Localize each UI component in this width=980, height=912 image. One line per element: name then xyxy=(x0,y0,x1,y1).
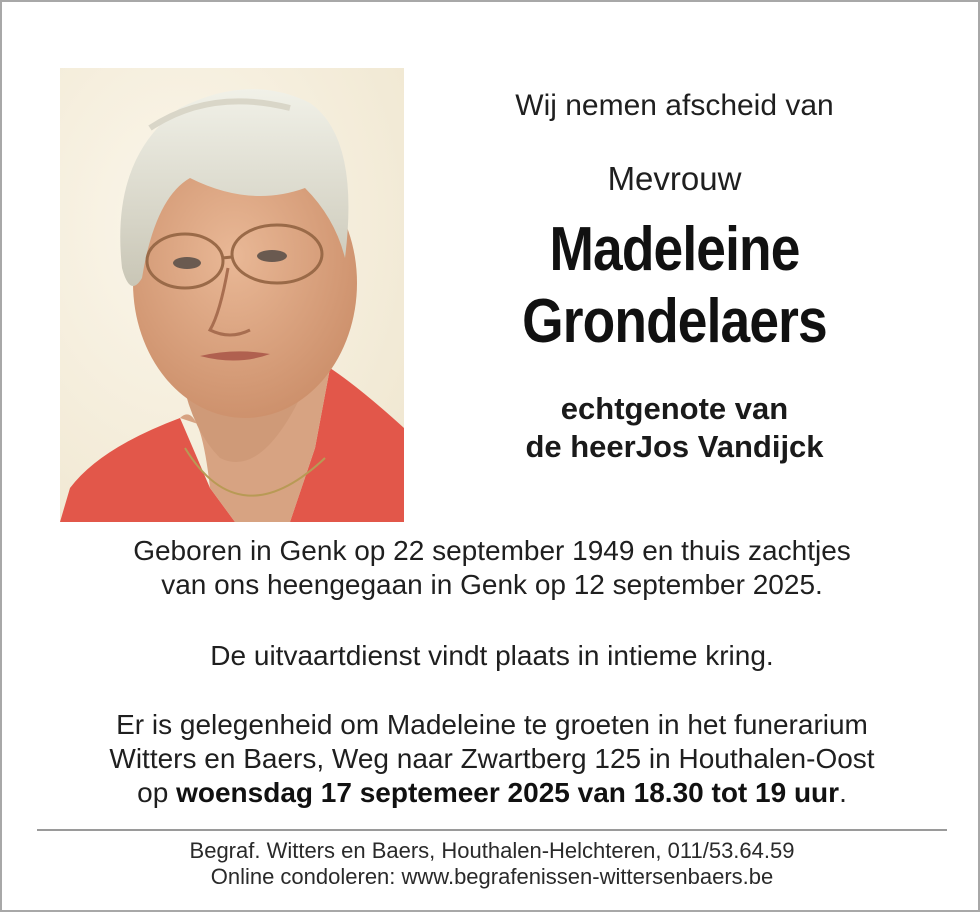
divider xyxy=(37,829,947,831)
birth-death-info xyxy=(2,534,980,602)
first-name: Madeleine xyxy=(549,215,800,284)
visit-line-1: Er is gelegenheid om Madeleine te groeten in het funerarium xyxy=(116,709,868,740)
notice-heading xyxy=(457,86,892,466)
born-line-2: van ons heengegaan in Genk op 12 september 2025. xyxy=(161,569,823,600)
relation-line-1: echtgenote van xyxy=(560,391,789,426)
portrait-image xyxy=(60,68,404,522)
footer xyxy=(2,838,980,890)
portrait-photo xyxy=(60,68,404,522)
visit-line-2: Witters en Baers, Weg naar Zwartberg 125 in Houthalen-Oost xyxy=(109,743,875,774)
visitation-info xyxy=(2,708,980,810)
visit-prefix: op xyxy=(137,777,177,808)
service-line: De uitvaartdienst vindt plaats in intieme kring. xyxy=(210,640,774,671)
visit-date: woensdag 17 septemeer 2025 van 18.30 tot 19 uur xyxy=(176,777,840,808)
honorific: Mevrouw xyxy=(607,160,742,197)
visit-suffix: . xyxy=(839,777,847,808)
born-line-1: Geboren in Genk op 22 september 1949 en thuis zachtjes xyxy=(133,535,851,566)
condolence-line: Online condoleren: www.begrafenissen-wittersenbaers.be xyxy=(210,864,774,889)
relation-line-2: de heerJos Vandijck xyxy=(525,429,824,464)
service-info xyxy=(2,639,980,673)
visit-line-3 xyxy=(2,776,980,810)
undertaker-line: Begraf. Witters en Baers, Houthalen-Helchteren, 011/53.64.59 xyxy=(189,838,795,863)
intro-text: Wij nemen afscheid van xyxy=(515,89,834,122)
last-name: Grondelaers xyxy=(522,287,827,356)
spouse-relation xyxy=(457,390,892,466)
deceased-name xyxy=(487,214,861,358)
